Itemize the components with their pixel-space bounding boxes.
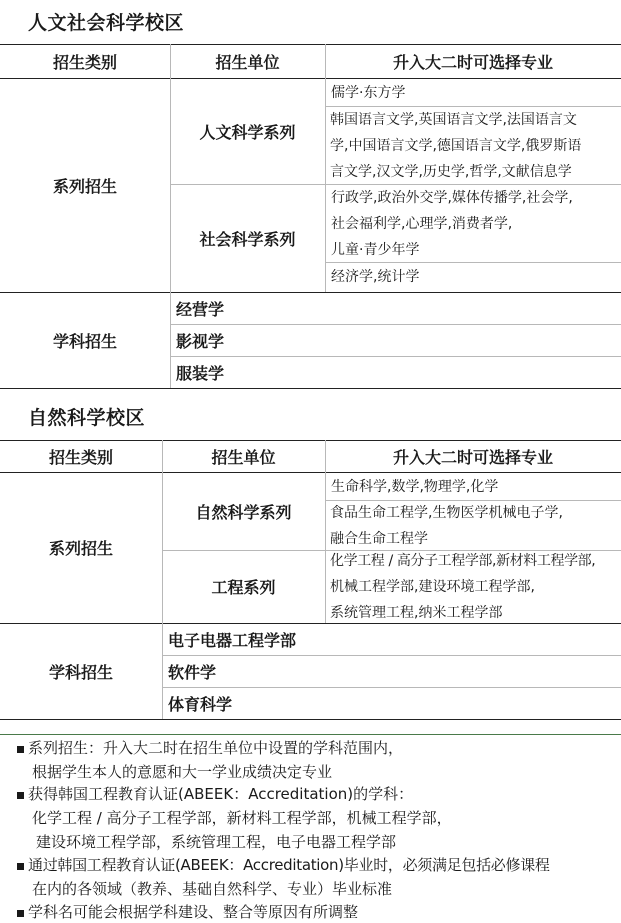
department-unit: 电子电器工程学部: [168, 630, 297, 650]
major-line: 学,中国语言文学,德国语言文学,俄罗斯语: [330, 138, 582, 154]
table-border: [0, 388, 621, 389]
department-unit: 影视学: [176, 331, 225, 351]
humanities-campus-title: 人文社会科学校区: [28, 12, 185, 34]
major-line: 社会福利学,心理学,消费者学,: [331, 216, 513, 232]
header-category: 招生类别: [52, 52, 117, 72]
bullet-icon: [17, 910, 24, 917]
header-unit: 招生单位: [215, 52, 280, 72]
major-line: 生命科学,数学,物理学,化学: [331, 479, 499, 495]
department-unit: 经营学: [176, 299, 225, 319]
department-unit: 体育科学: [168, 694, 233, 714]
major-line: 儒学·东方学: [331, 85, 406, 101]
major-line: 言文学,汉文学,历史学,哲学,文献信息学: [330, 164, 572, 180]
series-category: 系列招生: [48, 539, 113, 558]
unit-humanities-series: 人文科学系列: [199, 122, 296, 142]
bullet-icon: [17, 863, 24, 870]
majors-list: [331, 474, 498, 500]
unit-social-series: 社会科学系列: [199, 229, 296, 249]
department-category: 学科招生: [52, 331, 117, 351]
major-line: 机械工程学部,建设环境工程学部,: [330, 579, 535, 595]
note-line: 建设环境工程学部，系统管理工程，电子电器工程学部: [36, 833, 397, 851]
major-line: 行政学,政治外交学,媒体传播学,社会学,: [331, 190, 573, 206]
natural-campus-title: 自然科学校区: [28, 407, 146, 429]
notes-section: [0, 734, 621, 923]
majors-list: [330, 548, 595, 626]
unit-natural-series: 自然科学系列: [195, 502, 292, 522]
major-line: 经济学,统计学: [331, 269, 420, 285]
major-line: 儿童·青少年学: [331, 242, 420, 258]
major-line: 韩国语言文学,英国语言文学,法国语言文: [330, 112, 577, 128]
majors-list: [331, 264, 419, 290]
majors-list: [330, 500, 563, 552]
majors-list: [331, 185, 573, 263]
major-line: 化学工程 / 高分子工程学部,新材料工程学部,: [330, 553, 596, 569]
major-line: 融合生命工程学: [330, 531, 428, 547]
bullet-icon: [17, 746, 24, 753]
header-unit: 招生单位: [211, 447, 276, 467]
table-border: [0, 719, 621, 720]
note-line: 通过韩国工程教育认证(ABEEK：Accreditation)毕业时，必须满足包括必修课程: [28, 856, 550, 874]
header-majors: 升入大二时可选择专业: [392, 447, 553, 467]
majors-list: [331, 80, 405, 106]
note-line: 根据学生本人的意愿和大一学业成绩决定专业: [32, 763, 333, 781]
department-unit: 软件学: [168, 662, 217, 682]
header-category: 招生类别: [48, 447, 113, 467]
major-line: 系统管理工程,纳米工程学部: [330, 605, 503, 621]
note-line: 学科名可能会根据学科建设、整合等原因有所调整: [28, 903, 359, 921]
note-line: 获得韩国工程教育认证(ABEEK：Accreditation)的学科：: [28, 785, 414, 803]
note-line: 在内的各领域（教养、基础自然科学、专业）毕业标准: [32, 880, 393, 898]
bullet-icon: [17, 792, 24, 799]
note-line: 化学工程 / 高分子工程学部，新材料工程学部，机械工程学部，: [32, 809, 452, 827]
major-line: 食品生命工程学,生物医学机械电子学,: [330, 505, 563, 521]
majors-list: [330, 107, 581, 185]
column-divider: [325, 44, 326, 292]
note-line: 系列招生：升入大二时在招生单位中设置的学科范围内，: [28, 739, 404, 757]
header-majors: 升入大二时可选择专业: [392, 52, 553, 72]
department-unit: 服装学: [176, 363, 225, 383]
department-category: 学科招生: [48, 662, 113, 682]
series-category: 系列招生: [52, 176, 117, 196]
unit-engineering-series: 工程系列: [211, 578, 276, 597]
